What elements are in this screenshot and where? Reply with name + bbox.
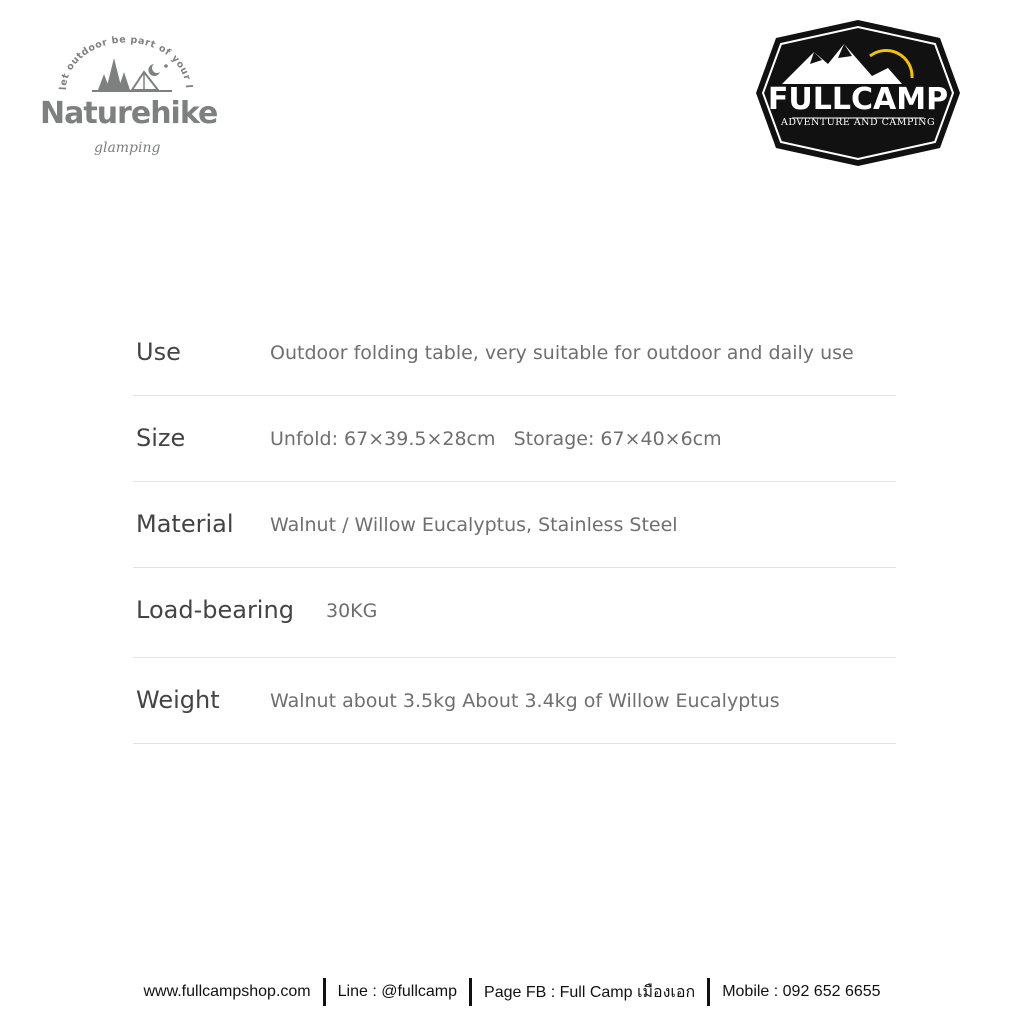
spec-label: Use	[136, 338, 181, 366]
moon-icon	[148, 64, 160, 76]
tree-icon	[98, 58, 130, 90]
footer-divider	[323, 978, 326, 1006]
fullcamp-wordmark: FULLCAMP	[767, 82, 949, 117]
spec-row-size	[133, 396, 896, 482]
spec-value: Walnut about 3.5kg About 3.4kg of Willow Eucalyptus	[270, 690, 780, 712]
naturehike-tagline: glamping	[94, 140, 161, 156]
spec-label: Size	[136, 424, 186, 452]
spec-value: Outdoor folding table, very suitable for outdoor and daily use	[270, 342, 854, 364]
spec-value: Walnut / Willow Eucalyptus, Stainless Steel	[270, 514, 678, 536]
footer-divider	[707, 978, 710, 1006]
naturehike-logo	[36, 28, 218, 168]
footer-facebook: Page FB : Full Camp เมืองเอก	[484, 983, 696, 1001]
footer-website: www.fullcampshop.com	[143, 983, 311, 1000]
spec-row-material	[133, 482, 896, 568]
spec-label: Material	[136, 510, 234, 538]
spec-label: Load-bearing	[136, 596, 294, 624]
fullcamp-tagline: ADVENTURE AND CAMPING	[780, 117, 936, 128]
spec-value: Unfold: 67×39.5×28cm Storage: 67×40×6cm	[270, 428, 722, 450]
spec-row-use	[133, 310, 896, 396]
footer-line: Line : @fullcamp	[337, 983, 458, 1000]
spec-value: 30KG	[326, 600, 378, 622]
naturehike-wordmark: Naturehike	[40, 96, 218, 131]
spec-table	[133, 310, 896, 744]
contact-footer	[0, 978, 1024, 1006]
star-icon	[164, 64, 168, 68]
spec-row-weight	[133, 658, 896, 744]
footer-divider	[469, 978, 472, 1006]
naturehike-arc-slogan: let outdoor be part of your l	[57, 34, 194, 91]
spec-label: Weight	[136, 686, 220, 714]
footer-mobile: Mobile : 092 652 6655	[722, 983, 881, 1000]
spec-row-load-bearing	[133, 568, 896, 658]
fullcamp-logo	[752, 16, 964, 170]
